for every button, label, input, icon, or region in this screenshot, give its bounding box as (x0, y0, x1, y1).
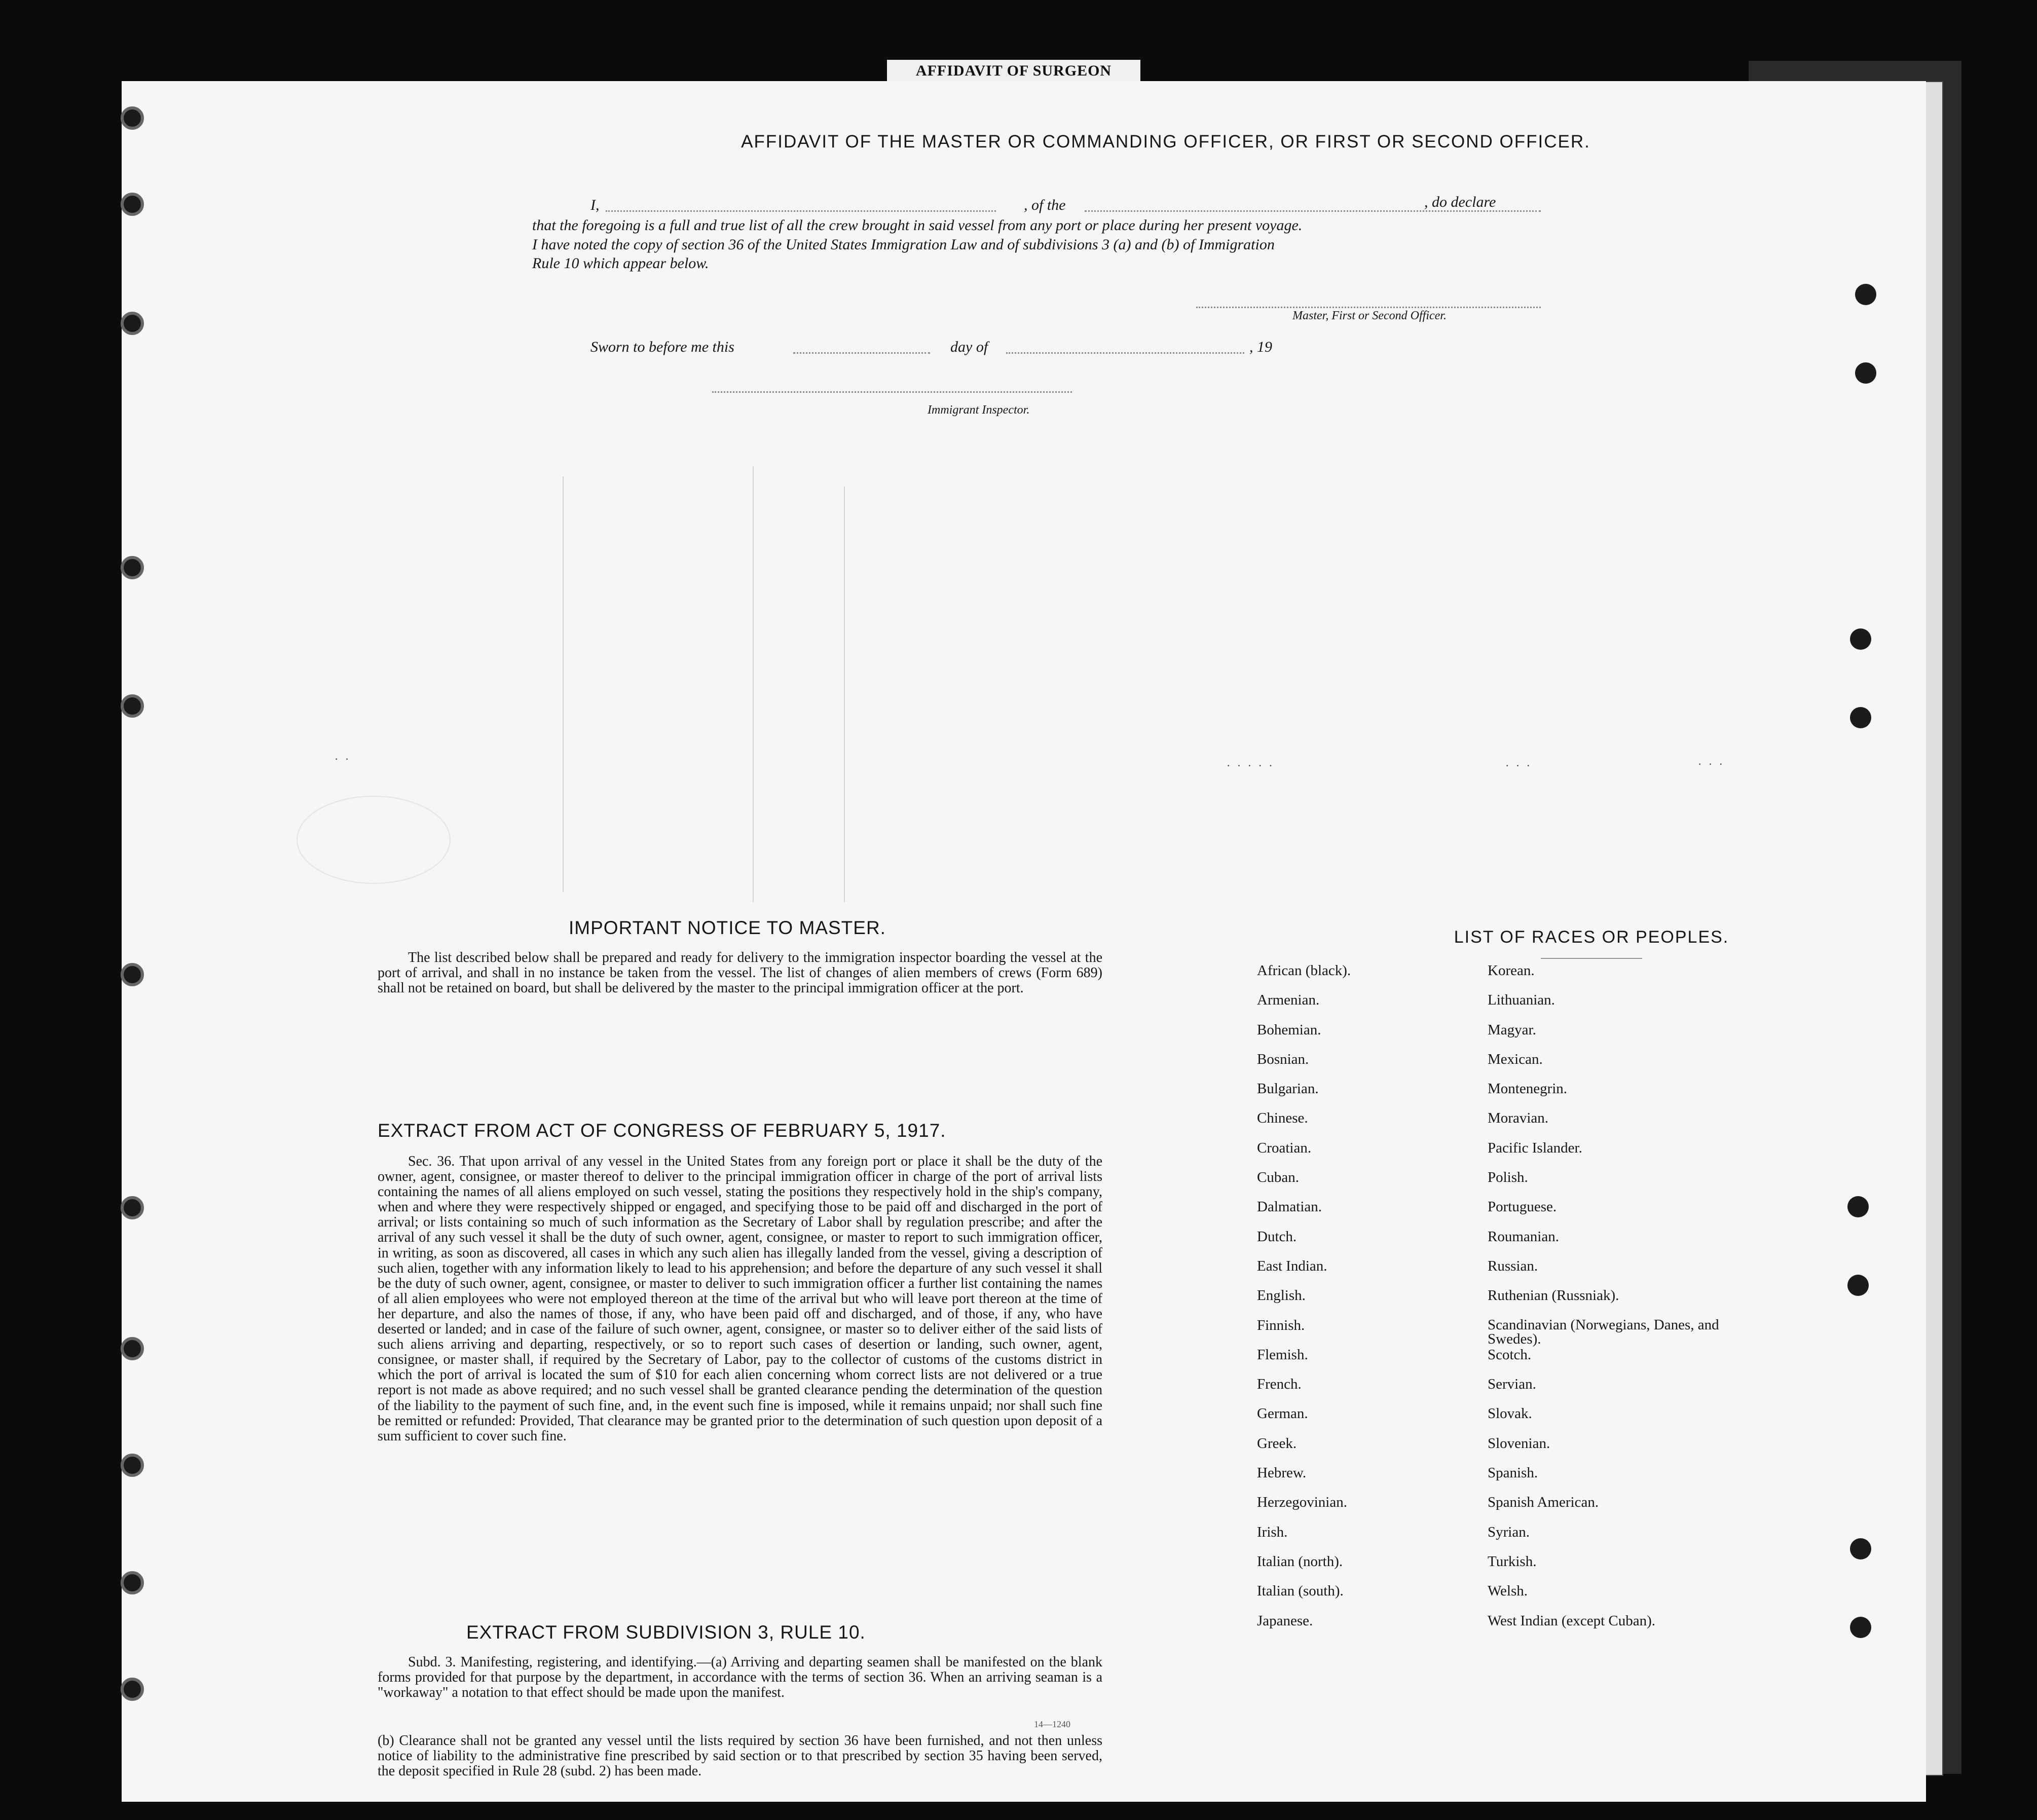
race-item: Ruthenian (Russniak). (1488, 1287, 1619, 1304)
race-item: Croatian. (1257, 1139, 1312, 1156)
races-left-column (1257, 963, 1475, 1643)
race-item: West Indian (except Cuban). (1488, 1612, 1656, 1629)
inspector-label: Immigrant Inspector. (928, 403, 1030, 417)
race-item: Mexican. (1488, 1051, 1543, 1067)
binder-hole (121, 1571, 144, 1594)
header-tab: AFFIDAVIT OF SURGEON (887, 60, 1140, 82)
race-item: Welsh. (1488, 1583, 1528, 1600)
race-item: Lithuanian. (1488, 992, 1555, 1009)
race-item: East Indian. (1257, 1257, 1327, 1274)
race-item: Greek. (1257, 1435, 1297, 1452)
race-item: Armenian. (1257, 992, 1320, 1009)
race-item: Polish. (1488, 1169, 1528, 1186)
binder-hole (121, 694, 144, 718)
race-item: Finnish. (1257, 1317, 1305, 1333)
race-item: Bohemian. (1257, 1021, 1321, 1038)
affidavit-title: AFFIDAVIT OF THE MASTER OR COMMANDING OFFICER, OR FIRST OR SECOND OFFICER. (741, 132, 1590, 152)
races-right-column (1488, 963, 1726, 1643)
race-item: Flemish. (1257, 1346, 1308, 1363)
act-extract-text: Sec. 36. That upon arrival of any vessel in the United States from any foreign port or place it shall be the duty of the owner, agent, consignee, or master thereof to deliver to the principal immigration officer in charge of the port of arrival lists containing the names of all aliens employed on such vessel, stating the positions they respectively hold in the ship's company, when and where they were respectively shipped or engaged, and specifying those to be paid off and discharged in the port of arrival; or lists containing so much of such information as the Secretary of Labor shall by regulation prescribe; and after the arrival of any such vessel it shall be the duty of such owner, agent, consignee, or master to report to such immigration officer, in writing, as soon as discovered, all cases in which any such alien has illegally landed from the vessel, giving a description of such alien, together with any information likely to lead to his apprehension; and before the departure of any such vessel it shall be the duty of such owner, agent, consignee, or master to deliver to such immigration officer a further list containing the names of all alien employees who were not employed thereon at the time of the arrival but who will leave port thereon at the time of her departure, and also the names of those, if any, who have been paid off and discharged, and of those, if any, who have deserted or landed; and in case of the failure of such owner, agent, consignee, or master so to deliver either of the said lists of such aliens arriving and departing, respectively, or so to report such cases of desertion or landing, such owner, agent, consignee, or master shall, if required by the Secretary of Labor, pay to the collector of customs of the customs district in which the port of arrival is located the sum of $10 for each alien concerning whom correct lists are not delivered or a true report is not made as above required; and no such vessel shall be granted clearance pending the determination of the question of the liability to the payment of such fine, and, in the event such fine is imposed, while it remains unpaid; nor shall such fine be remitted or refunded: Provided, That clearance may be granted prior to the determination of such question upon deposit of a sum sufficient to cover such fine. (378, 1154, 1102, 1444)
rule-extract-title: EXTRACT FROM SUBDIVISION 3, RULE 10. (466, 1622, 866, 1643)
notice-text: The list described below shall be prepared and ready for delivery to the immigration inspector boarding the vessel at the port of arrival, and shall in no instance be taken from the vessel. The list of changes of alien members of crews (Form 689) shall not be retained on board, but shall be delivered by the master to the principal immigration officer at the port. (378, 950, 1102, 996)
race-item: Herzegovinian. (1257, 1494, 1347, 1511)
race-item: Spanish. (1488, 1465, 1538, 1481)
race-item: Slovenian. (1488, 1435, 1550, 1452)
race-item: Dalmatian. (1257, 1199, 1322, 1215)
affidavit-line4: Rule 10 which appear below. (532, 255, 709, 272)
race-item: Syrian. (1488, 1524, 1530, 1540)
race-item: Spanish American. (1488, 1494, 1599, 1511)
affidavit-line2: that the foregoing is a full and true list of all the crew brought in said vessel from any port or place during her present voyage. (532, 217, 1303, 234)
race-item: Montenegrin. (1488, 1081, 1568, 1097)
binder-hole (121, 1454, 144, 1477)
name-blank (606, 210, 996, 212)
race-item: Slovak. (1488, 1405, 1532, 1422)
sworn-day-blank (793, 352, 930, 354)
race-item: Dutch. (1257, 1228, 1297, 1245)
faint-stamp (297, 796, 451, 884)
race-item: African (black). (1257, 962, 1351, 979)
binder-hole (1847, 1196, 1869, 1217)
affidavit-line1-mid: , of the (1024, 197, 1066, 213)
form-page (122, 81, 1926, 1802)
binder-hole (121, 1337, 144, 1360)
races-title: LIST OF RACES OR PEOPLES. (1454, 927, 1729, 947)
sworn-prefix: Sworn to before me this (590, 339, 734, 355)
race-item: Japanese. (1257, 1612, 1313, 1629)
column-line (844, 487, 845, 902)
race-item: Bulgarian. (1257, 1081, 1319, 1097)
race-item: Italian (north). (1257, 1553, 1343, 1570)
ink-smudge: · · (335, 753, 351, 765)
affidavit-line3: I have noted the copy of section 36 of the United States Immigration Law and of subdivisions 3 (a) and (b) of Immigration (532, 236, 1275, 253)
binder-hole (1850, 628, 1871, 650)
sworn-day-label: day of (950, 339, 988, 355)
races-title-rule (1541, 958, 1642, 959)
race-item: Roumanian. (1488, 1228, 1559, 1245)
column-line (563, 476, 564, 892)
race-item: Irish. (1257, 1524, 1288, 1540)
sworn-year-label: , 19 (1249, 339, 1272, 355)
inspector-signature-blank (712, 391, 1072, 393)
race-item: Portuguese. (1488, 1199, 1557, 1215)
race-item: Russian. (1488, 1257, 1538, 1274)
affidavit-line1-prefix: I, (590, 197, 600, 213)
binder-hole (1847, 1275, 1869, 1296)
binder-hole (121, 106, 144, 130)
notice-title: IMPORTANT NOTICE TO MASTER. (569, 917, 886, 938)
race-item: Moravian. (1488, 1110, 1548, 1127)
ink-smudge: · · · · · (1227, 759, 1275, 772)
race-item: Turkish. (1488, 1553, 1537, 1570)
binder-hole (121, 1678, 144, 1701)
binder-hole (121, 193, 144, 216)
race-item: Servian. (1488, 1376, 1536, 1393)
act-extract-title: EXTRACT FROM ACT OF CONGRESS OF FEBRUARY 5, 1917. (378, 1120, 946, 1141)
binder-hole (1850, 1617, 1871, 1638)
race-item: Cuban. (1257, 1169, 1299, 1186)
binder-hole (1850, 707, 1871, 728)
sworn-month-blank (1006, 352, 1244, 354)
master-signature-label: Master, First or Second Officer. (1292, 309, 1447, 322)
master-signature-blank (1196, 307, 1541, 308)
binder-hole (121, 963, 144, 986)
rule-extract-text-b: (b) Clearance shall not be granted any vessel until the lists required by section 36 have been furnished, and not then unless notice of liability to the administrative fine prescribed by said section or to that prescribed by section 35 having been served, the deposit specified in Rule 28 (subd. 2) has been made. (378, 1733, 1102, 1779)
race-item: Hebrew. (1257, 1465, 1307, 1481)
race-item: English. (1257, 1287, 1306, 1304)
race-item: Korean. (1488, 962, 1535, 979)
ink-smudge: · · · (1505, 759, 1532, 772)
form-number: 14—1240 (1034, 1719, 1070, 1729)
binder-hole (121, 556, 144, 579)
binder-hole (121, 1196, 144, 1219)
race-item: German. (1257, 1405, 1308, 1422)
column-line (753, 466, 754, 902)
race-item: Scandinavian (Norwegians, Danes, and Swedes). (1488, 1316, 1719, 1347)
rule-extract-text-a: Subd. 3. Manifesting, registering, and identifying.—(a) Arriving and departing seamen shall be manifested on the blank forms provided for that purpose by the department, in accordance with the terms of section 36. When an arriving seaman is a "workaway" a notation to that effect should be made upon the manifest. (378, 1654, 1102, 1700)
binder-hole (1855, 362, 1876, 384)
race-item: Bosnian. (1257, 1051, 1309, 1067)
binder-hole (121, 312, 144, 335)
ink-smudge: · · · (1698, 758, 1725, 770)
affidavit-line1-suffix: , do declare (1424, 194, 1496, 210)
race-item: French. (1257, 1376, 1302, 1393)
race-item: Magyar. (1488, 1021, 1536, 1038)
race-item: Italian (south). (1257, 1583, 1344, 1600)
binder-hole (1850, 1538, 1871, 1559)
race-item: Chinese. (1257, 1110, 1308, 1127)
race-item: Pacific Islander. (1488, 1139, 1582, 1156)
race-item: Scotch. (1488, 1346, 1532, 1363)
binder-hole (1855, 284, 1876, 305)
